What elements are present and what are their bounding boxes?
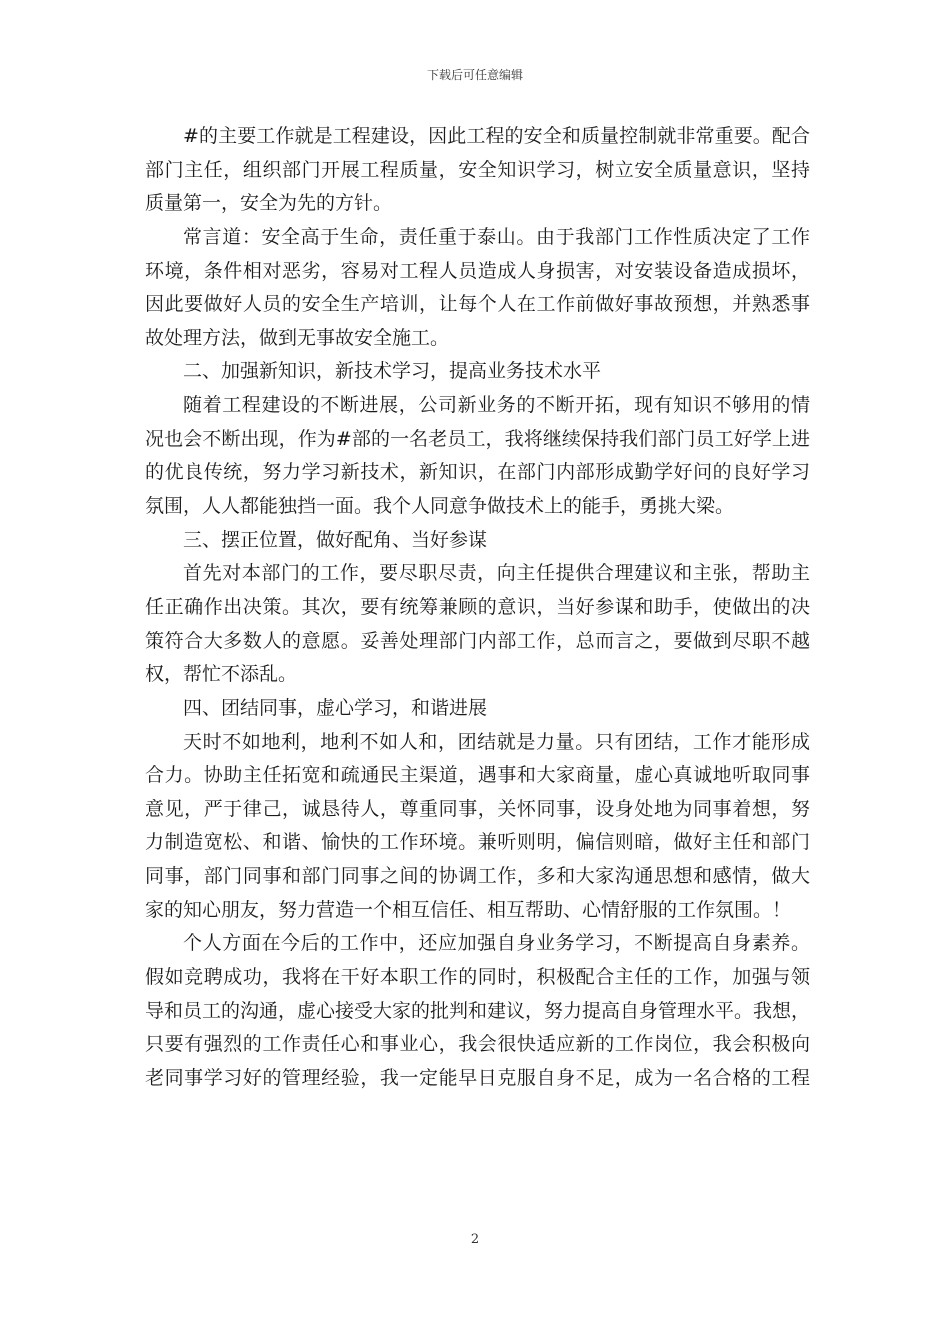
text-line: 同事，部门同事和部门同事之间的协调工作，多和大家沟通思想和感情，做大 bbox=[145, 865, 810, 888]
text-line: 常言道：安全高于生命，责任重于泰山。由于我部门工作性质决定了工作 bbox=[183, 225, 810, 248]
page-header: 下载后可任意编辑 bbox=[426, 68, 523, 82]
text-line: 合力。协助主任拓宽和疏通民主渠道，遇事和大家商量，虚心真诚地听取同事 bbox=[145, 764, 810, 787]
text-line: 部门主任，组织部门开展工程质量，安全知识学习，树立安全质量意识，坚持 bbox=[145, 158, 810, 181]
text-line: 因此要做好人员的安全生产培训，让每个人在工作前做好事故预想，并熟悉事 bbox=[145, 293, 810, 316]
section-heading: 二、加强新知识，新技术学习，提高业务技术水平 bbox=[183, 360, 602, 383]
text-line: 质量第一，安全为先的方针。 bbox=[145, 192, 393, 215]
text-line: #的主要工作就是工程建设，因此工程的安全和质量控制就非常重要。配合 bbox=[183, 125, 810, 147]
document-body bbox=[145, 120, 810, 1096]
text-line: 个人方面在今后的工作中，还应加强自身业务学习，不断提高自身素养。 bbox=[183, 932, 810, 955]
text-line: 环境，条件相对恶劣，容易对工程人员造成人身损害，对安装设备造成损坏， bbox=[145, 259, 810, 282]
text-line: 氛围，人人都能独挡一面。我个人同意争做技术上的能手，勇挑大梁。 bbox=[145, 495, 735, 518]
text-line: 故处理方法，做到无事故安全施工。 bbox=[145, 326, 450, 349]
text-line: 导和员工的沟通，虚心接受大家的批判和建议，努力提高自身管理水平。我想， bbox=[145, 999, 811, 1022]
page-number: 2 bbox=[470, 1232, 480, 1247]
text-line: 首先对本部门的工作，要尽职尽责，向主任提供合理建议和主张，帮助主 bbox=[183, 562, 810, 585]
text-line: 况也会不断出现，作为#部的一名老员工，我将继续保持我们部门员工好学上进 bbox=[145, 427, 810, 450]
section-heading: 四、团结同事，虚心学习，和谐进展 bbox=[183, 696, 488, 719]
text-line: 随着工程建设的不断进展，公司新业务的不断开拓，现有知识不够用的情 bbox=[183, 394, 810, 417]
text-line: 假如竞聘成功，我将在干好本职工作的同时，积极配合主任的工作，加强与领 bbox=[145, 966, 810, 989]
section-heading: 三、摆正位置，做好配角、当好参谋 bbox=[183, 528, 488, 551]
text-line: 策符合大多数人的意愿。妥善处理部门内部工作，总而言之，要做到尽职不越 bbox=[145, 629, 810, 652]
text-line: 任正确作出决策。其次，要有统筹兼顾的意识，当好参谋和助手，使做出的决 bbox=[145, 595, 810, 618]
text-line: 天时不如地利，地利不如人和，团结就是力量。只有团结，工作才能形成 bbox=[183, 730, 810, 753]
text-line: 权，帮忙不添乱。 bbox=[145, 663, 298, 686]
text-line: 只要有强烈的工作责任心和事业心，我会很快适应新的工作岗位，我会积极向 bbox=[145, 1033, 810, 1056]
text-line: 家的知心朋友，努力营造一个相互信任、相互帮助、心情舒服的工作氛围。！ bbox=[145, 898, 792, 921]
text-line: 老同事学习好的管理经验，我一定能早日克服自身不足，成为一名合格的工程 bbox=[145, 1066, 810, 1089]
text-line: 意见，严于律己，诚恳待人，尊重同事，关怀同事，设身处地为同事着想，努 bbox=[145, 797, 810, 820]
text-line: 力制造宽松、和谐、愉快的工作环境。兼听则明，偏信则暗，做好主任和部门 bbox=[145, 831, 810, 854]
text-line: 的优良传统，努力学习新技术，新知识，在部门内部形成勤学好问的良好学习 bbox=[145, 461, 810, 484]
